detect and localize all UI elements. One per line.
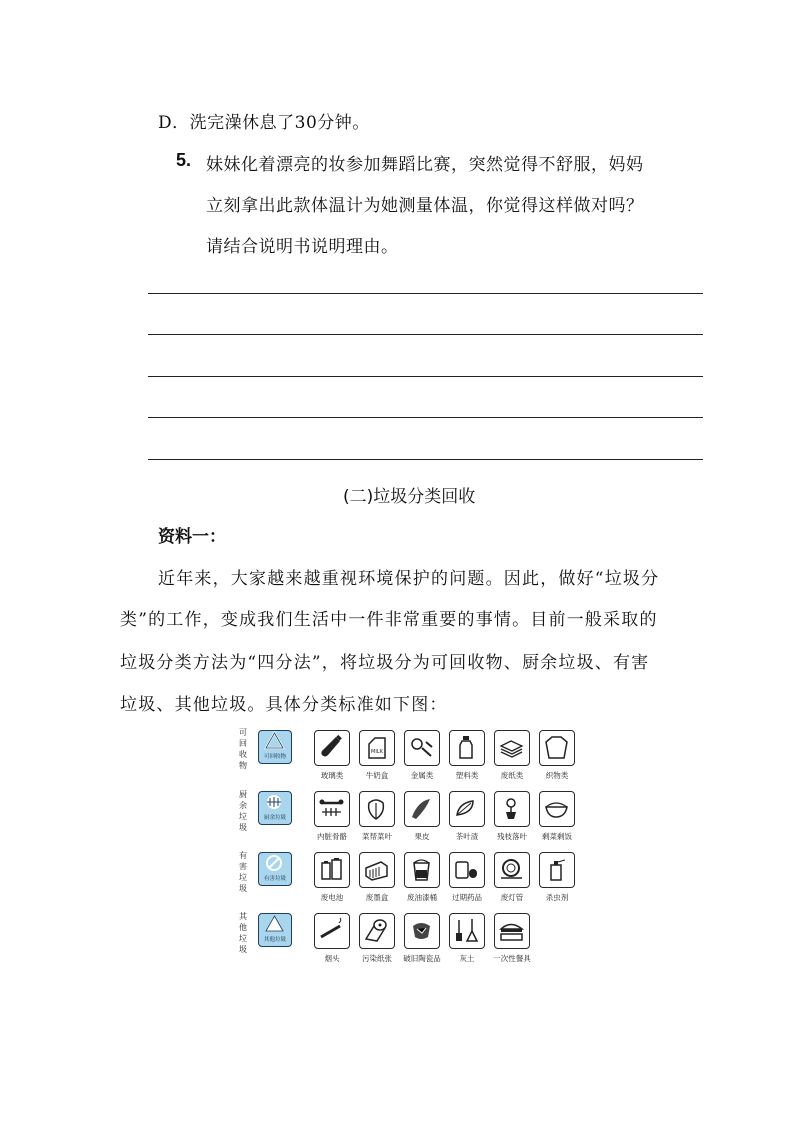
clothing-icon xyxy=(543,734,570,761)
item-branches xyxy=(494,791,530,827)
section-title: (二)垃圾分类回收 xyxy=(343,487,476,507)
row-label-other: 其他垃圾 xyxy=(239,912,247,954)
paper-stack-icon xyxy=(498,734,525,761)
svg-text:MILK: MILK xyxy=(371,749,383,755)
item-caption: 废墨盒 xyxy=(365,893,389,902)
tea-leaf-icon xyxy=(453,795,480,822)
paragraph-line: 近年来，大家越来越重视环境保护的问题。因此，做好“垃圾分 xyxy=(158,569,660,589)
other-badge xyxy=(258,913,292,947)
item-caption: 废电池 xyxy=(320,893,344,902)
tissue-roll-icon xyxy=(363,917,390,944)
item-caption: 内脏骨骼 xyxy=(317,832,347,841)
medicine-icon xyxy=(453,856,480,883)
milk-carton-icon xyxy=(363,734,390,761)
broom-dustpan-icon xyxy=(453,917,480,944)
badge-label: 其他垃圾 xyxy=(263,937,286,943)
item-leftovers xyxy=(539,791,575,827)
harmful-badge xyxy=(258,852,292,886)
cartridge-icon xyxy=(363,856,390,883)
item-ceramics xyxy=(404,913,440,949)
badge-label: 有害垃圾 xyxy=(263,876,286,882)
item-caption: 金属类 xyxy=(410,771,434,780)
item-caption: 过期药品 xyxy=(452,893,482,902)
answer-line[interactable] xyxy=(148,376,703,377)
answer-line[interactable] xyxy=(148,334,703,335)
item-plastic xyxy=(449,730,485,766)
item-glass xyxy=(314,730,350,766)
answer-line[interactable] xyxy=(148,459,703,460)
item-peel xyxy=(404,791,440,827)
item-caption: 织物类 xyxy=(545,771,569,780)
kitchen-badge xyxy=(258,791,292,825)
item-caption: 杀虫剂 xyxy=(545,893,569,902)
badge-label: 厨余垃圾 xyxy=(263,815,286,821)
peel-icon xyxy=(408,795,435,822)
item-disposable xyxy=(494,913,530,949)
item-caption: 废灯管 xyxy=(500,893,524,902)
item-battery xyxy=(314,852,350,888)
row-label-recyclable: 可回收物 xyxy=(239,728,247,770)
item-caption: 塑料类 xyxy=(455,771,479,780)
item-cigarette xyxy=(314,913,350,949)
question-number: 5. xyxy=(176,150,192,170)
item-caption: 牛奶盒 xyxy=(365,771,389,780)
row-label-kitchen: 厨余垃圾 xyxy=(239,790,247,832)
bone-icon xyxy=(318,795,345,822)
flower-pot-icon xyxy=(498,795,525,822)
paint-bucket-icon xyxy=(408,856,435,883)
item-paper xyxy=(494,730,530,766)
item-caption: 菜帮菜叶 xyxy=(362,832,392,841)
bottle-icon xyxy=(318,734,345,761)
garbage-classification-figure xyxy=(236,727,576,967)
item-caption: 烟头 xyxy=(324,954,340,963)
battery-icon xyxy=(318,856,345,883)
item-caption: 废油漆桶 xyxy=(407,893,437,902)
row-label-harmful: 有害垃圾 xyxy=(239,851,247,893)
vegetable-icon xyxy=(363,795,390,822)
broken-pottery-icon xyxy=(408,917,435,944)
item-caption: 剩菜剩饭 xyxy=(542,832,572,841)
spray-can-icon xyxy=(543,856,570,883)
item-caption: 残枝落叶 xyxy=(497,832,527,841)
question-line-2: 立刻拿出此款体温计为她测量体温，你觉得这样做对吗？ xyxy=(206,196,644,216)
metal-icon xyxy=(408,734,435,761)
item-lamp xyxy=(494,852,530,888)
item-insecticide xyxy=(539,852,575,888)
item-textile xyxy=(539,730,575,766)
badge-label: 可回收物 xyxy=(263,754,286,760)
question-line-3: 请结合说明书说明理由。 xyxy=(206,237,399,257)
item-bone xyxy=(314,791,350,827)
item-caption: 废纸类 xyxy=(500,771,524,780)
answer-line[interactable] xyxy=(148,417,703,418)
cigarette-icon xyxy=(318,917,345,944)
item-paint-bucket xyxy=(404,852,440,888)
food-box-icon xyxy=(498,917,525,944)
item-medicine xyxy=(449,852,485,888)
item-tea xyxy=(449,791,485,827)
paragraph-line: 垃圾、其他垃圾。具体分类标准如下图： xyxy=(120,695,448,715)
lamp-tube-icon xyxy=(498,856,525,883)
answer-line[interactable] xyxy=(148,293,703,294)
plastic-bottle-icon xyxy=(453,734,480,761)
material-label: 资料一： xyxy=(158,527,226,547)
paragraph-line: 类”的工作，变成我们生活中一件非常重要的事情。目前一般采取的 xyxy=(120,610,658,630)
item-metal xyxy=(404,730,440,766)
item-vegetable xyxy=(359,791,395,827)
item-caption: 破旧陶瓷品 xyxy=(403,954,441,963)
item-caption: 果皮 xyxy=(414,832,430,841)
item-dust xyxy=(449,913,485,949)
item-caption: 玻璃类 xyxy=(320,771,344,780)
item-caption: 茶叶渣 xyxy=(455,832,479,841)
option-d: D．洗完澡休息了30分钟。 xyxy=(158,113,370,133)
item-milk-carton xyxy=(359,730,395,766)
item-dirty-paper xyxy=(359,913,395,949)
question-line-1: 妹妹化着漂亮的妆参加舞蹈比赛，突然觉得不舒服，妈妈 xyxy=(206,155,644,175)
item-caption: 一次性餐具 xyxy=(493,954,531,963)
item-caption: 灰土 xyxy=(459,954,475,963)
paragraph-line: 垃圾分类方法为“四分法”，将垃圾分为可回收物、厨余垃圾、有害 xyxy=(120,653,650,673)
recyclable-badge xyxy=(258,730,292,764)
bowl-icon xyxy=(543,795,570,822)
item-cartridge xyxy=(359,852,395,888)
item-caption: 污染纸张 xyxy=(362,954,392,963)
